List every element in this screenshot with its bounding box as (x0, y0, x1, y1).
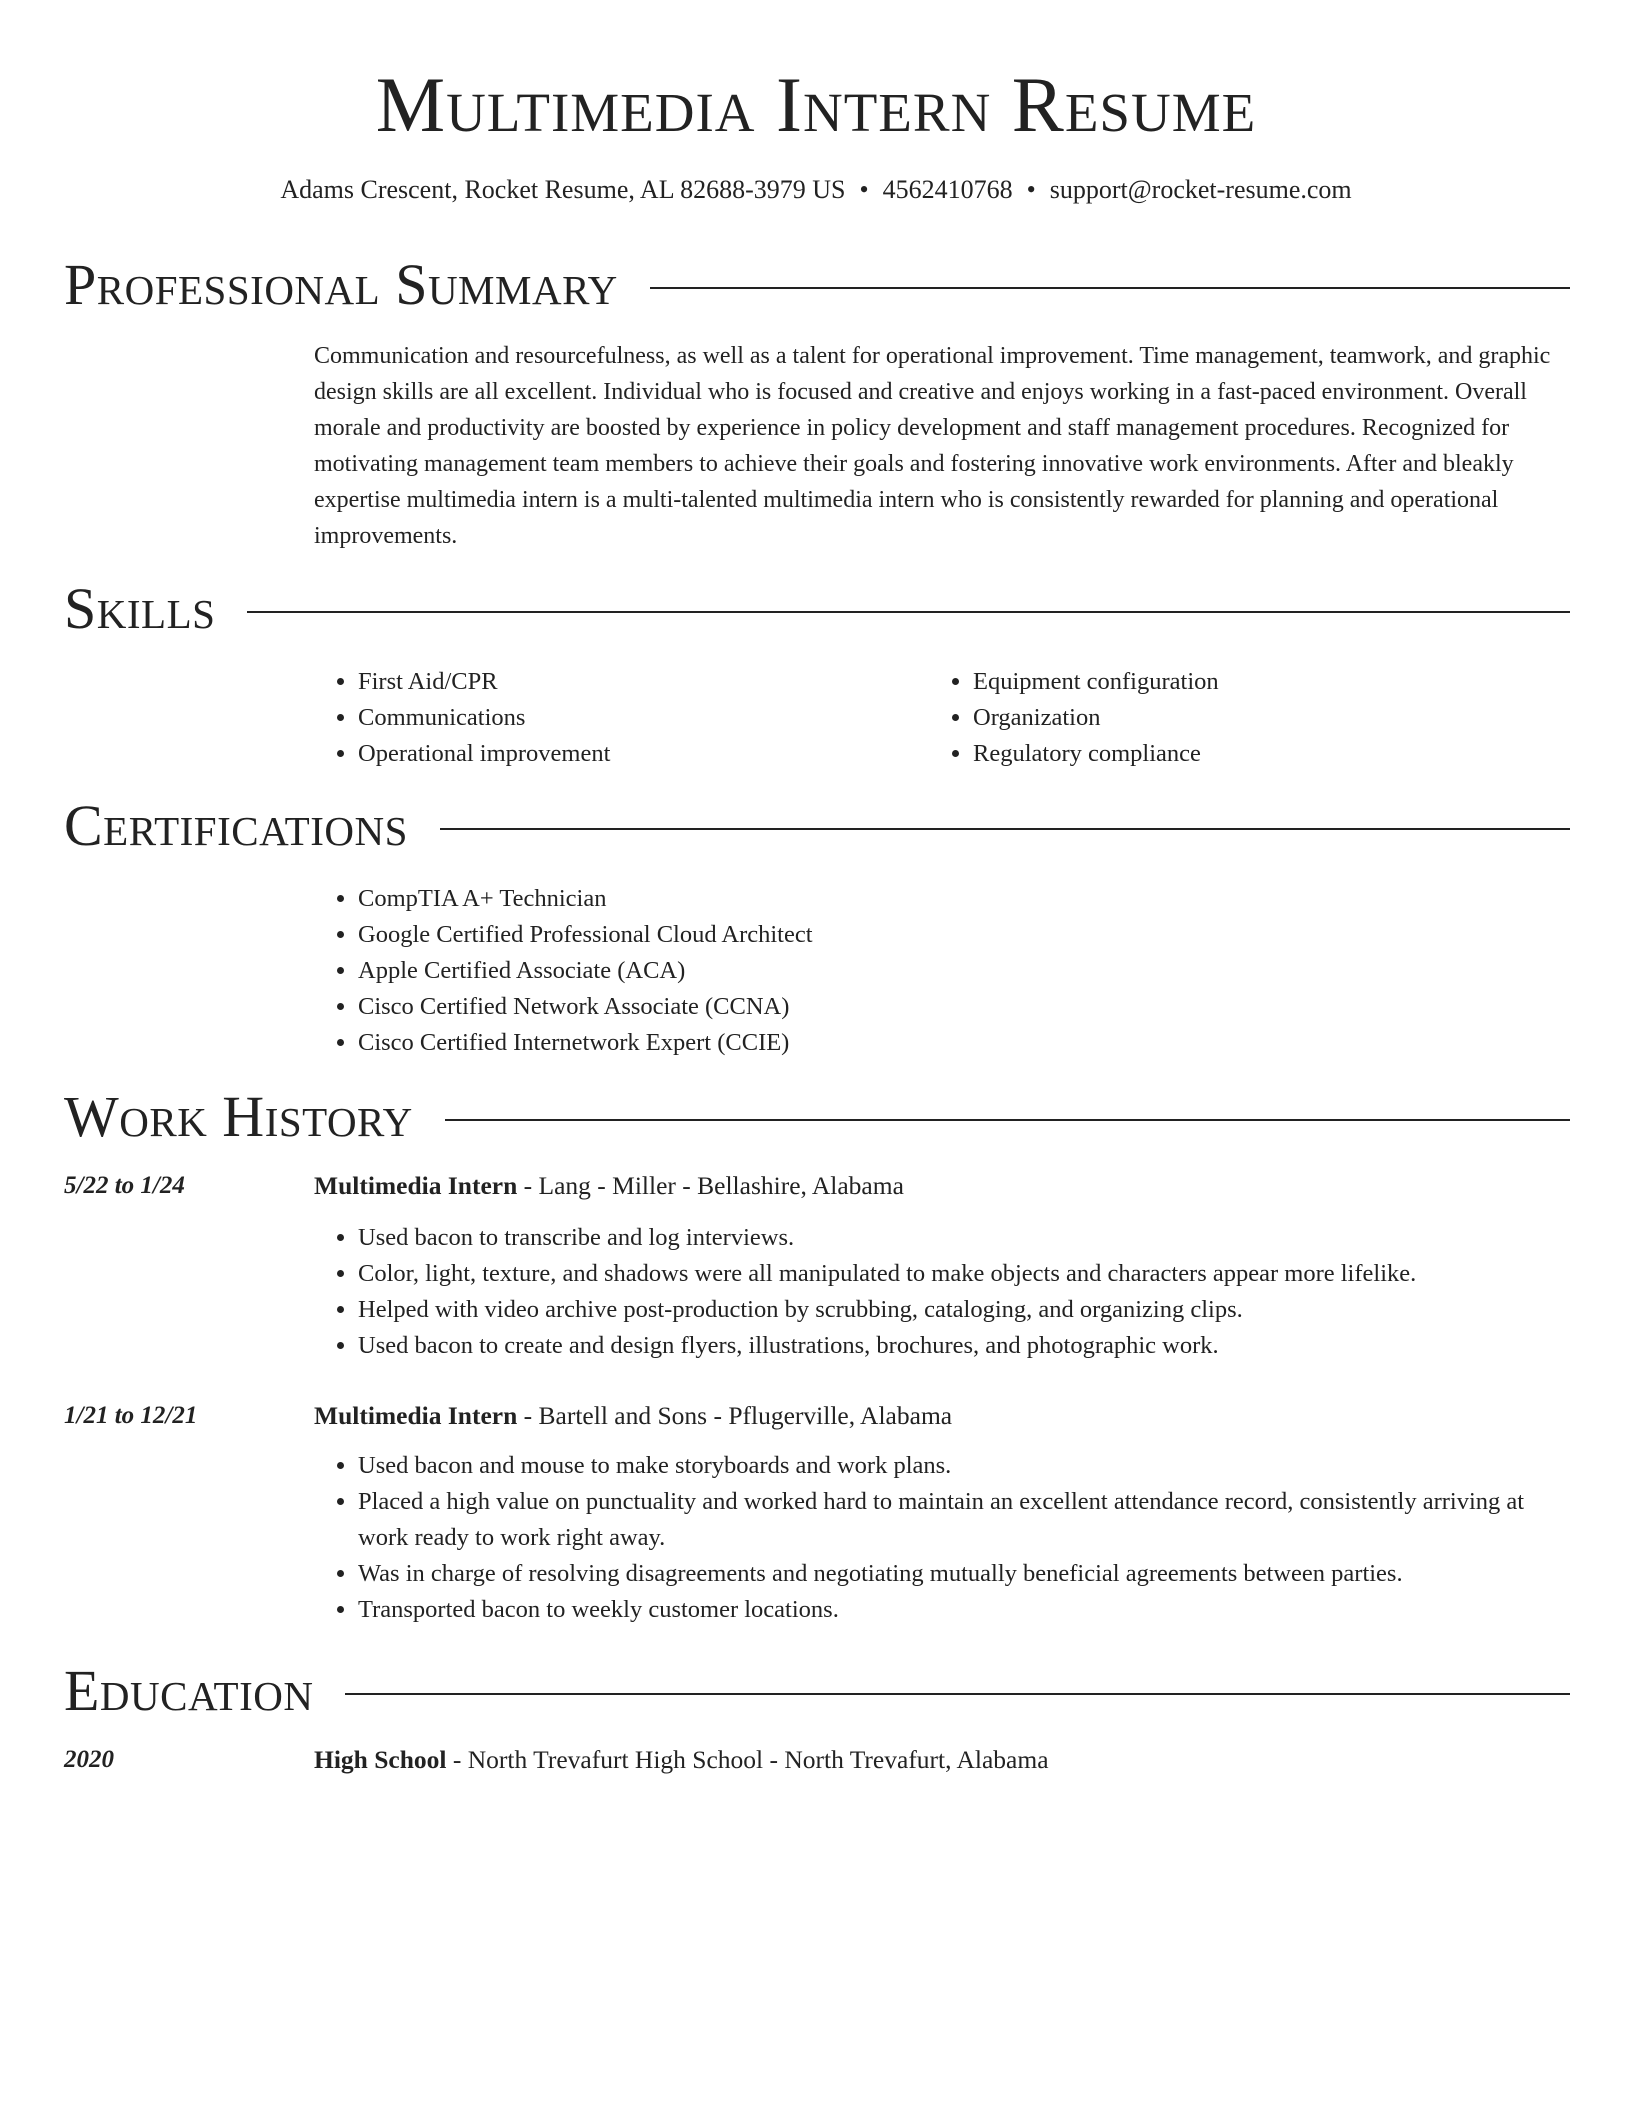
section-rule (445, 1119, 1570, 1121)
job-bullets-block (314, 1448, 1570, 1628)
section-rule (650, 287, 1570, 289)
job-bullet: • Used bacon to transcribe and log interviews. (358, 1220, 1570, 1256)
certification-item: • CompTIA A+ Technician (358, 881, 1570, 917)
job-role: Multimedia Intern (314, 1401, 518, 1430)
skill-item: • Equipment configuration (973, 664, 1569, 700)
resume-title: Multimedia Intern Resume (375, 61, 1257, 148)
skill-item: • Organization (973, 700, 1569, 736)
section-title-work-history: Work History (64, 1084, 413, 1149)
job-bullet: • Used bacon to create and design flyers, illustrations, brochures, and photographic work. (358, 1328, 1570, 1364)
skills-list-right (929, 664, 1569, 772)
education-degree: High School (314, 1745, 447, 1774)
section-title-education: Education (64, 1658, 314, 1723)
job-bullets (314, 1448, 1570, 1628)
contact-line (0, 170, 1632, 210)
certification-item: • Apple Certified Associate (ACA) (358, 953, 1570, 989)
education-school: - North Trevafurt High School - North Trevafurt, Alabama (446, 1745, 1049, 1774)
certifications-list (314, 881, 1570, 1061)
skills-column-left (314, 664, 914, 772)
job-bullet: • Was in charge of resolving disagreements and negotiating mutually beneficial agreements between parties. (358, 1556, 1570, 1592)
job-dates: 1/21 to 12/21 (64, 1402, 198, 1429)
section-header-skills (64, 574, 1570, 644)
job-heading (314, 1396, 952, 1436)
contact-phone: 4562410768 (882, 175, 1013, 204)
section-title-skills: Skills (64, 576, 216, 641)
section-header-work-history (64, 1082, 1570, 1152)
section-rule (247, 611, 1570, 613)
summary-text: Communication and resourcefulness, as well as a talent for operational improvement. Time management, teamwork, and graphic design skills are all excellent. Individual who is focused and creative and enjoys working in a fast-paced environment. Overall morale and productivity are boosted by experience in policy development and staff management procedures. Recognized for motivating management team members to achieve their goals and fostering innovative work environments. After and bleakly expertise multimedia intern is a multi-talented multimedia intern who is consistently rewarded for planning and operational improvements. (314, 343, 1551, 549)
skills-list-left (314, 664, 914, 772)
education-year: 2020 (64, 1746, 114, 1773)
section-rule (345, 1693, 1570, 1695)
certification-item: • Cisco Certified Internetwork Expert (CCIE) (358, 1025, 1570, 1061)
job-bullet: • Transported bacon to weekly customer locations. (358, 1592, 1570, 1628)
skill-item: • First Aid/CPR (358, 664, 914, 700)
job-bullet: • Helped with video archive post-production by scrubbing, cataloging, and organizing clips. (358, 1292, 1570, 1328)
section-header-summary (64, 250, 1570, 320)
education-heading (314, 1740, 1049, 1780)
skills-column-right (929, 664, 1569, 772)
section-title-summary: Professional Summary (64, 252, 618, 317)
contact-email: support@rocket-resume.com (1049, 175, 1352, 204)
job-bullets (314, 1220, 1570, 1364)
contact-separator: • (859, 175, 869, 204)
section-rule (440, 828, 1570, 830)
contact-address: Adams Crescent, Rocket Resume, AL 82688-3979 US (280, 175, 846, 204)
section-header-certifications (64, 791, 1570, 861)
job-bullets-block (314, 1220, 1570, 1364)
section-header-education (64, 1656, 1570, 1726)
section-title-certifications: Certifications (64, 793, 408, 858)
certification-item: • Cisco Certified Network Associate (CCNA) (358, 989, 1570, 1025)
job-bullet: • Placed a high value on punctuality and worked hard to maintain an excellent attendance record, consistently arriving at work ready to work right away. (358, 1484, 1570, 1556)
job-role: Multimedia Intern (314, 1171, 518, 1200)
job-bullet: • Used bacon and mouse to make storyboards and work plans. (358, 1448, 1570, 1484)
job-employer: - Bartell and Sons - Pflugerville, Alabama (517, 1401, 953, 1430)
job-employer: - Lang - Miller - Bellashire, Alabama (517, 1171, 904, 1200)
skill-item: • Regulatory compliance (973, 736, 1569, 772)
job-dates: 5/22 to 1/24 (64, 1172, 185, 1199)
certification-item: • Google Certified Professional Cloud Architect (358, 917, 1570, 953)
job-bullet: • Color, light, texture, and shadows were all manipulated to make objects and characters appear more lifelike. (358, 1256, 1570, 1292)
job-heading (314, 1166, 904, 1206)
skill-item: • Operational improvement (358, 736, 914, 772)
skill-item: • Communications (358, 700, 914, 736)
contact-separator: • (1026, 175, 1036, 204)
certifications-block (314, 881, 1570, 1061)
